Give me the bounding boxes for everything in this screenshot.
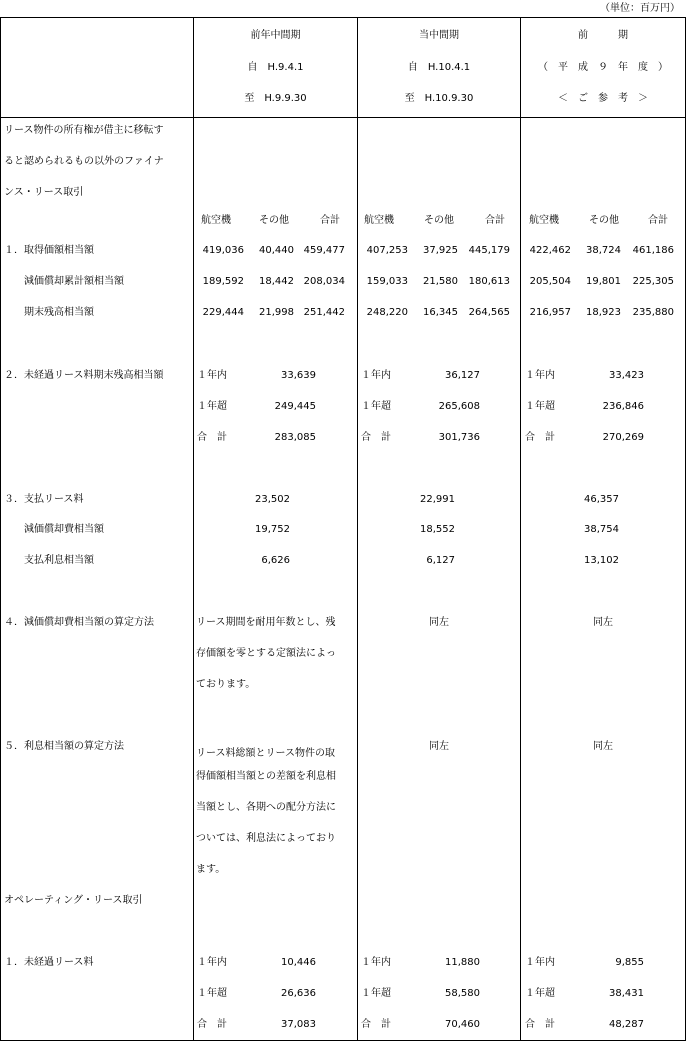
- value-cell: 70,460: [445, 1019, 480, 1030]
- period-label: １年超: [197, 988, 227, 999]
- header-col2-title: 当中間期: [419, 30, 459, 41]
- item-label: ３．支払リース料: [4, 494, 84, 505]
- same-as-left: 同左: [593, 741, 613, 752]
- period-label: １年超: [525, 401, 555, 412]
- value-cell: 22,991: [420, 494, 455, 505]
- value-cell: 26,636: [281, 988, 316, 999]
- period-label: １年内: [525, 370, 555, 381]
- subheader-aircraft: 航空機: [201, 215, 231, 226]
- value-cell: 235,880: [632, 307, 674, 318]
- period-label: 合 計: [525, 432, 555, 443]
- value-cell: 21,580: [423, 276, 458, 287]
- finance-title-line: リース物件の所有権が借主に移転す: [4, 125, 164, 136]
- method-text-line: リース期間を耐用年数とし、残: [196, 617, 336, 628]
- period-label: 合 計: [525, 1019, 555, 1030]
- item-label: ４．減価償却費相当額の算定方法: [4, 617, 154, 628]
- value-cell: 461,186: [632, 245, 674, 256]
- header-col3-from: （ 平 成 ９ 年 度 ）: [538, 62, 668, 73]
- value-cell: 248,220: [366, 307, 408, 318]
- item-label: １．取得価額相当額: [4, 245, 94, 256]
- value-cell: 38,431: [609, 988, 644, 999]
- value-cell: 16,345: [423, 307, 458, 318]
- value-cell: 33,423: [609, 370, 644, 381]
- method-text-line: リース料総額とリース物件の取: [196, 748, 335, 759]
- item-label: １．未経過リース料: [4, 957, 94, 968]
- value-cell: 265,608: [438, 401, 480, 412]
- value-cell: 225,305: [632, 276, 674, 287]
- column-divider-1: [193, 17, 194, 1041]
- value-cell: 10,446: [281, 957, 316, 968]
- method-text-line: 得価額相当額との差額を利息相: [196, 771, 336, 782]
- value-cell: 38,724: [586, 245, 621, 256]
- value-cell: 189,592: [202, 276, 244, 287]
- value-cell: 205,504: [529, 276, 571, 287]
- column-divider-2: [357, 17, 358, 1041]
- method-text-line: 存価額を零とする定額法によっ: [196, 648, 336, 659]
- value-cell: 270,269: [602, 432, 644, 443]
- item-label: ５．利息相当額の算定方法: [4, 741, 124, 752]
- value-cell: 407,253: [366, 245, 408, 256]
- value-cell: 264,565: [468, 307, 510, 318]
- value-cell: 58,580: [445, 988, 480, 999]
- period-label: １年超: [361, 401, 391, 412]
- value-cell: 208,034: [303, 276, 345, 287]
- value-cell: 249,445: [274, 401, 316, 412]
- unit-label: （単位：百万円）: [600, 3, 680, 14]
- period-label: １年超: [361, 988, 391, 999]
- value-cell: 6,127: [426, 555, 455, 566]
- item-label: ２．未経過リース料期末残高相当額: [4, 370, 164, 381]
- value-cell: 419,036: [202, 245, 244, 256]
- same-as-left: 同左: [593, 617, 613, 628]
- value-cell: 18,552: [420, 524, 455, 535]
- finance-title-line: ると認められるもの以外のファイナ: [4, 156, 164, 167]
- same-as-left: 同左: [429, 617, 449, 628]
- value-cell: 21,998: [259, 307, 294, 318]
- value-cell: 40,440: [259, 245, 294, 256]
- value-cell: 48,287: [609, 1019, 644, 1030]
- value-cell: 459,477: [303, 245, 345, 256]
- header-col3-to: ＜ ご 参 考 ＞: [558, 93, 648, 104]
- period-label: 合 計: [361, 432, 391, 443]
- subheader-total: 合計: [320, 215, 340, 226]
- value-cell: 301,736: [438, 432, 480, 443]
- value-cell: 159,033: [366, 276, 408, 287]
- value-cell: 19,752: [255, 524, 290, 535]
- item-label: 支払利息相当額: [24, 555, 94, 566]
- subheader-other: その他: [589, 215, 619, 226]
- method-text-line: ます。: [196, 864, 226, 875]
- table-top-border: [0, 17, 686, 18]
- column-divider-3: [520, 17, 521, 1041]
- period-label: 合 計: [197, 432, 227, 443]
- value-cell: 33,639: [281, 370, 316, 381]
- subheader-aircraft: 航空機: [529, 215, 559, 226]
- header-bottom-border: [0, 117, 686, 118]
- method-text-line: 当額とし、各期への配分方法に: [196, 802, 336, 813]
- value-cell: 251,442: [303, 307, 345, 318]
- period-label: １年超: [525, 988, 555, 999]
- value-cell: 236,846: [602, 401, 644, 412]
- value-cell: 6,626: [261, 555, 290, 566]
- method-text-line: ております。: [196, 679, 256, 690]
- header-col1-title: 前年中間期: [250, 30, 301, 41]
- period-label: １年内: [197, 957, 227, 968]
- subheader-other: その他: [259, 215, 289, 226]
- value-cell: 229,444: [202, 307, 244, 318]
- subheader-other: その他: [424, 215, 454, 226]
- period-label: １年内: [361, 370, 391, 381]
- value-cell: 19,801: [586, 276, 621, 287]
- period-label: １年内: [525, 957, 555, 968]
- operating-title: オペレーティング・リース取引: [4, 895, 143, 906]
- value-cell: 180,613: [468, 276, 510, 287]
- subheader-aircraft: 航空機: [364, 215, 394, 226]
- header-col2-to: 至 H.10.9.30: [404, 93, 474, 104]
- header-col2-from: 自 H.10.4.1: [407, 62, 471, 73]
- value-cell: 216,957: [529, 307, 571, 318]
- period-label: １年超: [197, 401, 227, 412]
- value-cell: 11,880: [445, 957, 480, 968]
- value-cell: 37,925: [423, 245, 458, 256]
- period-label: １年内: [361, 957, 391, 968]
- value-cell: 36,127: [445, 370, 480, 381]
- item-label: 減価償却累計額相当額: [24, 276, 124, 287]
- same-as-left: 同左: [429, 741, 449, 752]
- subheader-total: 合計: [485, 215, 505, 226]
- period-label: １年内: [197, 370, 227, 381]
- value-cell: 23,502: [255, 494, 290, 505]
- value-cell: 283,085: [274, 432, 316, 443]
- header-col3-title: 前 期: [578, 30, 628, 41]
- value-cell: 422,462: [529, 245, 571, 256]
- value-cell: 18,923: [586, 307, 621, 318]
- value-cell: 46,357: [584, 494, 619, 505]
- period-label: 合 計: [361, 1019, 391, 1030]
- value-cell: 13,102: [584, 555, 619, 566]
- period-label: 合 計: [197, 1019, 227, 1030]
- value-cell: 9,855: [615, 957, 644, 968]
- table-left-border: [0, 17, 1, 1041]
- item-label: 期末残高相当額: [24, 307, 94, 318]
- value-cell: 18,442: [259, 276, 294, 287]
- subheader-total: 合計: [648, 215, 668, 226]
- method-text-line: ついては、利息法によっており: [196, 833, 336, 844]
- value-cell: 37,083: [281, 1019, 316, 1030]
- item-label: 減価償却費相当額: [24, 524, 104, 535]
- header-col1-to: 至 H.9.9.30: [244, 93, 307, 104]
- value-cell: 38,754: [584, 524, 619, 535]
- finance-title-line: ンス・リース取引: [4, 187, 84, 198]
- header-col1-from: 自 H.9.4.1: [247, 62, 304, 73]
- value-cell: 445,179: [468, 245, 510, 256]
